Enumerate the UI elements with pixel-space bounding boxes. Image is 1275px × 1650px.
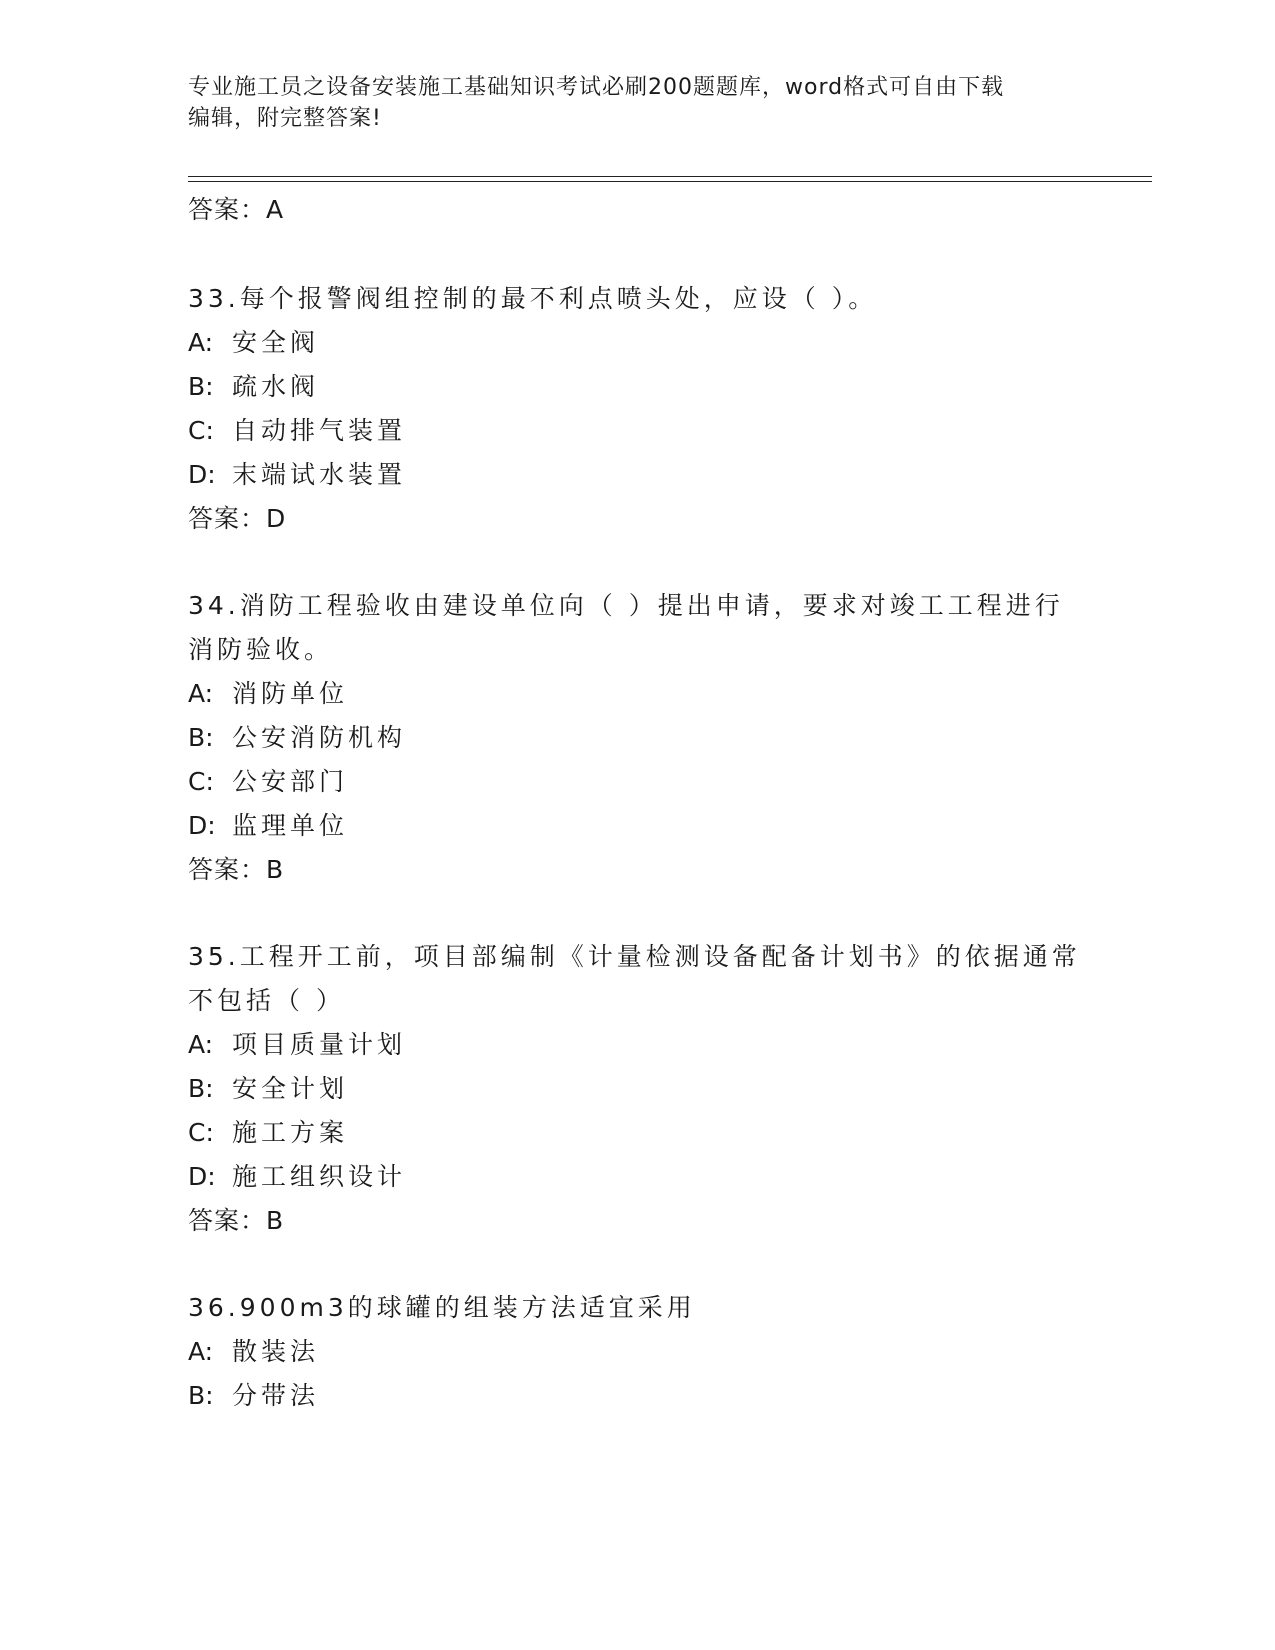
document-header bbox=[188, 72, 1078, 134]
option-text: 疏水阀 bbox=[232, 372, 320, 401]
question-36-option-b bbox=[188, 1380, 319, 1412]
option-text: 末端试水装置 bbox=[232, 460, 407, 489]
question-34-option-b bbox=[188, 722, 406, 754]
question-36-stem: 36.900m3的球罐的组装方法适宜采用 bbox=[188, 1293, 696, 1322]
question-33-option-a bbox=[188, 327, 319, 359]
question-35-option-c bbox=[188, 1117, 348, 1149]
header-divider-bottom bbox=[188, 181, 1152, 182]
question-35-stem-line-2: 不包括（ ） bbox=[188, 986, 345, 1015]
question-35-option-b bbox=[188, 1073, 348, 1105]
option-key: A: bbox=[188, 328, 214, 357]
question-33-option-b bbox=[188, 371, 319, 403]
option-key: B: bbox=[188, 1381, 214, 1410]
question-34-option-c bbox=[188, 766, 348, 798]
question-34-option-d bbox=[188, 810, 348, 842]
option-key: C: bbox=[188, 1118, 214, 1147]
question-34-option-a bbox=[188, 678, 348, 710]
question-35-stem-line-1: 35.工程开工前，项目部编制《计量检测设备配备计划书》的依据通常 bbox=[188, 942, 1081, 971]
option-key: D: bbox=[188, 460, 216, 489]
previous-answer: 答案：A bbox=[188, 195, 285, 224]
option-key: A: bbox=[188, 679, 214, 708]
option-text: 散装法 bbox=[232, 1337, 320, 1366]
option-text: 公安消防机构 bbox=[232, 723, 407, 752]
option-key: C: bbox=[188, 416, 214, 445]
question-34-stem-line-2: 消防验收。 bbox=[188, 635, 334, 664]
option-text: 公安部门 bbox=[232, 767, 349, 796]
question-33-option-c bbox=[188, 415, 406, 447]
question-36-option-a bbox=[188, 1336, 319, 1368]
question-35-option-a bbox=[188, 1029, 406, 1061]
option-text: 分带法 bbox=[232, 1381, 320, 1410]
option-key: A: bbox=[188, 1030, 214, 1059]
option-key: D: bbox=[188, 1162, 216, 1191]
option-key: D: bbox=[188, 811, 216, 840]
option-text: 监理单位 bbox=[232, 811, 349, 840]
option-text: 安全阀 bbox=[232, 328, 320, 357]
question-35-option-d bbox=[188, 1161, 406, 1193]
header-line-2: 编辑，附完整答案! bbox=[188, 106, 382, 131]
question-33-answer: 答案：D bbox=[188, 504, 287, 533]
header-divider-top bbox=[188, 176, 1152, 177]
option-text: 消防单位 bbox=[232, 679, 349, 708]
option-key: B: bbox=[188, 372, 214, 401]
option-text: 项目质量计划 bbox=[232, 1030, 407, 1059]
question-33-option-d bbox=[188, 459, 406, 491]
question-34-answer: 答案：B bbox=[188, 855, 285, 884]
header-line-1: 专业施工员之设备安装施工基础知识考试必刷200题题库，word格式可自由下载 bbox=[188, 75, 1005, 100]
option-text: 施工组织设计 bbox=[232, 1162, 407, 1191]
option-key: B: bbox=[188, 723, 214, 752]
option-text: 施工方案 bbox=[232, 1118, 349, 1147]
question-34-stem-line-1: 34.消防工程验收由建设单位向（ ）提出申请，要求对竣工工程进行 bbox=[188, 591, 1064, 620]
option-text: 自动排气装置 bbox=[232, 416, 407, 445]
option-key: C: bbox=[188, 767, 214, 796]
question-35-answer: 答案：B bbox=[188, 1206, 285, 1235]
option-text: 安全计划 bbox=[232, 1074, 349, 1103]
option-key: A: bbox=[188, 1337, 214, 1366]
question-33-stem: 33.每个报警阀组控制的最不利点喷头处，应设（ ）。 bbox=[188, 284, 878, 313]
option-key: B: bbox=[188, 1074, 214, 1103]
